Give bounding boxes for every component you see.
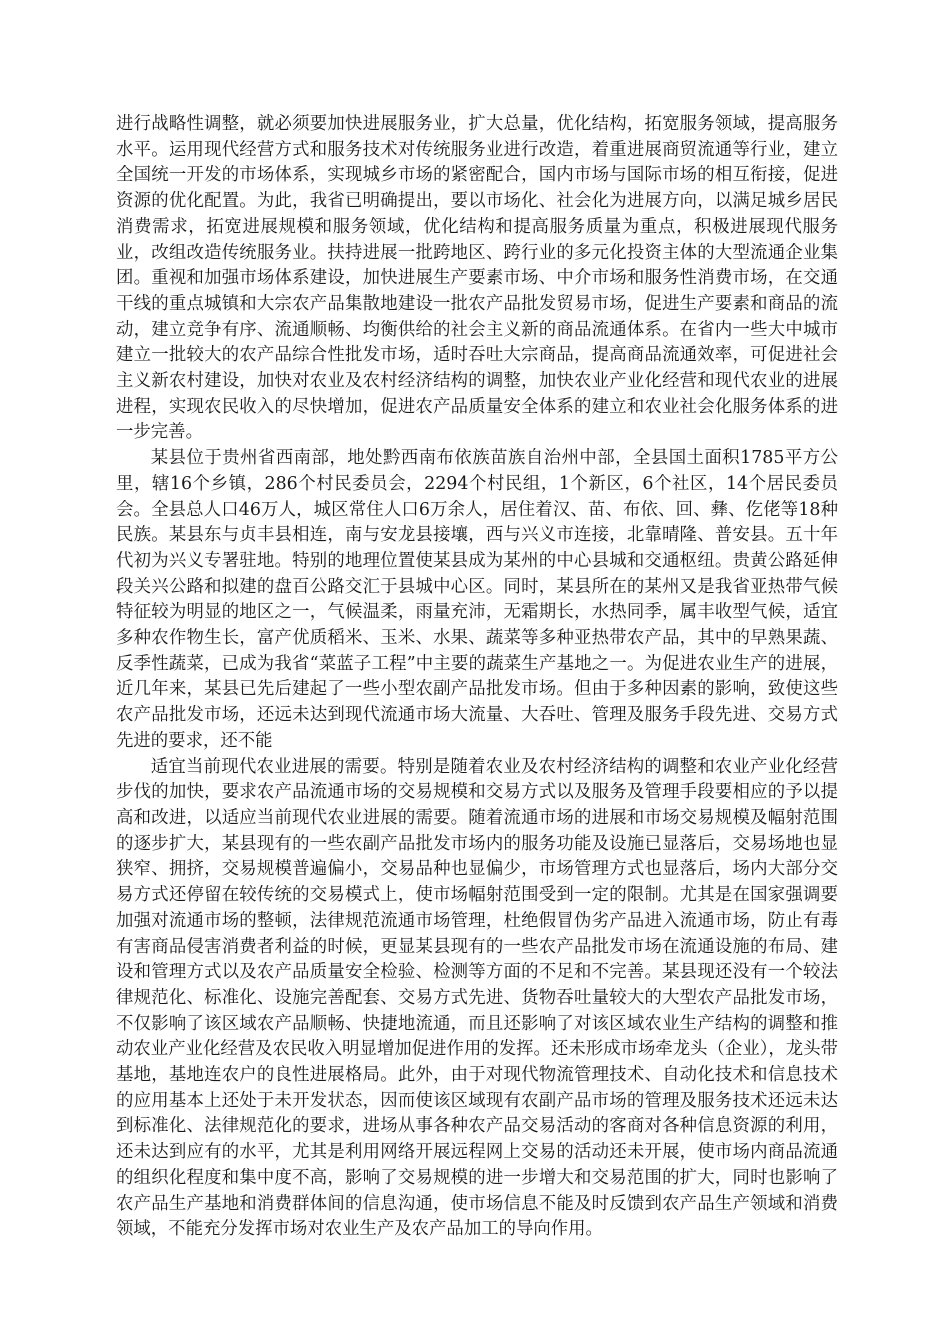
paragraph-3: 适宜当前现代农业进展的需要。特别是随着农业及农村经济结构的调整和农业产业化经营步伐的加快，要求农产品流通市场的交易规模和交易方式以及服务及管理手段要相应的予以提高和改进，以适应当前现代农业进展的需要。随着流通市场的进展和市场交易规模及幅射范围的逐步扩大，某县现有的一些农副产品批发市场内的服务功能及设施已显落后，交易场地也显狭窄、拥挤，交易规模普遍偏小，交易品种也显偏少，市场管理方式也显落后，场内大部分交易方式还停留在较传统的交易模式上，使市场幅射范围受到一定的限制。尤其是在国家强调要加强对流通市场的整顿，法律规范流通市场管理，杜绝假冒伪劣产品进入流通市场，防止有毒有害商品侵害消费者利益的时候，更显某县现有的一些农产品批发市场在流通设施的布局、建设和管理方式以及农产品质量安全检验、检测等方面的不足和不完善。某县现还没有一个较法律规范化、标准化、设施完善配套、交易方式先进、货物吞吐量较大的大型农产品批发市场，不仅影响了该区域农产品顺畅、快捷地流通，而且还影响了对该区域农业生产结构的调整和推动农业产业化经营及农民收入明显增加促进作用的发挥。还未形成市场牵龙头（企业），龙头带基地，基地连农户的良性进展格局。此外，由于对现代物流管理技术、自动化技术和信息技术的应用基本上还处于未开发状态，因而使该区域现有农副产品市场的管理及服务技术还远未达到标准化、法律规范化的要求，进场从事各种农产品交易活动的客商对各种信息资源的利用，还未达到应有的水平，尤其是利用网络开展远程网上交易的活动还未开展，使市场内商品流通的组织化程度和集中度不高，影响了交易规模的进一步增大和交易范围的扩大，同时也影响了农产品生产基地和消费群体间的信息沟通，使市场信息不能及时反馈到农产品生产领域和消费领域，不能充分发挥市场对农业生产及农产品加工的导向作用。 (116, 756, 838, 1240)
paragraph-1: 进行战略性调整，就必须要加快进展服务业，扩大总量，优化结构，拓宽服务领域，提高服务水平。运用现代经营方式和服务技术对传统服务业进行改造，着重进展商贸流通等行业，建立全国统一开发的市场体系，实现城乡市场的紧密配合，国内市场与国际市场的相互衔接，促进资源的优化配置。为此，我省已明确提出，要以市场化、社会化为进展方向，以满足城乡居民消费需求，拓宽进展规模和服务领域，优化结构和提高服务质量为重点，积极进展现代服务业，改组改造传统服务业。扶持进展一批跨地区、跨行业的多元化投资主体的大型流通企业集团。重视和加强市场体系建设，加快进展生产要素市场、中介市场和服务性消费市场，在交通干线的重点城镇和大宗农产品集散地建设一批农产品批发贸易市场，促进生产要素和商品的流动，建立竞争有序、流通顺畅、均衡供给的社会主义新的商品流通体系。在省内一些大中城市建立一批较大的农产品综合性批发市场，适时吞吐大宗商品，提高商品流通效率，可促进社会主义新农村建设，加快对农业及农村经济结构的调整，加快农业产业化经营和现代农业的进展进程，实现农民收入的尽快增加，促进农产品质量安全体系的建立和农业社会化服务体系的进一步完善。 (116, 114, 838, 443)
document-body (116, 112, 838, 1243)
paragraph-2: 某县位于贵州省西南部，地处黔西南布依族苗族自治州中部，全县国土面积1785平方公里，辖16个乡镇，286个村民委员会，2294个村民组，1个新区，6个社区，14个居民委员会。全县总人口46万人，城区常住人口6万余人，居住着汉、苗、布依、回、彝、仡佬等18种民族。某县东与贞丰县相连，南与安龙县接壤，西与兴义市连接，北靠晴隆、普安县。五十年代初为兴义专署驻地。特别的地理位置使某县成为某州的中心县城和交通枢纽。贵黄公路延伸段关兴公路和拟建的盘百公路交汇于县城中心区。同时，某县所在的某州又是我省亚热带气候特征较为明显的地区之一，气候温柔，雨量充沛，无霜期长，水热同季，属丰收型气候，适宜多种农作物生长，富产优质稻米、玉米、水果、蔬菜等多种亚热带农产品，其中的早熟果蔬、反季性蔬菜，已成为我省“菜蓝子工程”中主要的蔬菜生产基地之一。为促进农业生产的进展，近几年来，某县已先后建起了一些小型农副产品批发市场。但由于多种因素的影响，致使这些农产品批发市场，还远未达到现代流通市场大流量、大吞吐、管理及服务手段先进、交易方式先进的要求，还不能 (116, 448, 838, 751)
